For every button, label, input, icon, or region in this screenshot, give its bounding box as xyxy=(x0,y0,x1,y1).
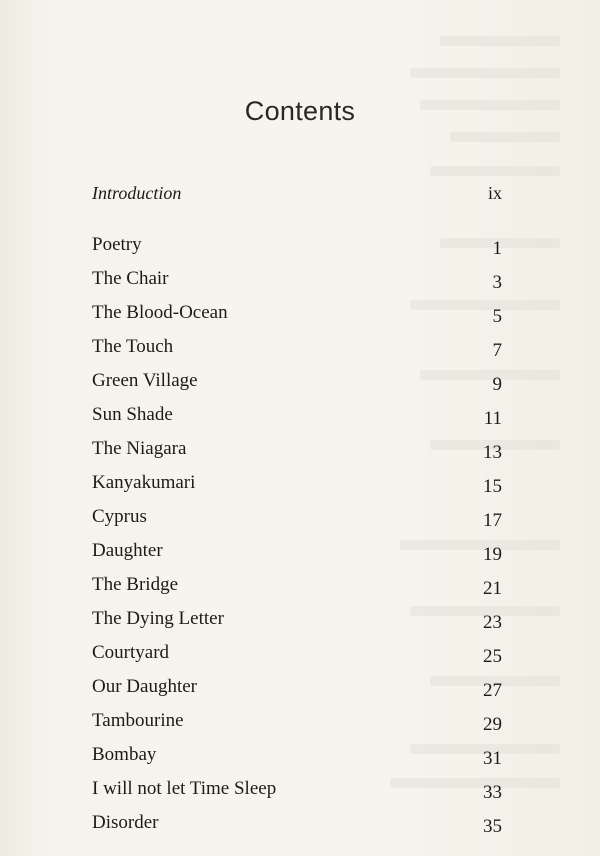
toc-entry xyxy=(92,506,502,536)
toc-entry-page: 15 xyxy=(483,476,502,497)
toc-entry-page: 5 xyxy=(492,306,502,327)
toc-entry-page: 7 xyxy=(492,340,502,361)
toc-entry-page: 9 xyxy=(492,374,502,395)
toc-entry-page: 29 xyxy=(483,714,502,735)
toc-entry-page: 33 xyxy=(483,782,502,803)
toc-entry xyxy=(92,438,502,468)
toc-entry xyxy=(92,608,502,638)
toc-entry xyxy=(92,234,502,264)
toc-entry-page: 11 xyxy=(483,408,502,429)
toc-entry xyxy=(92,472,502,502)
toc-entry xyxy=(92,642,502,672)
toc-entry-page: 23 xyxy=(483,612,502,633)
toc-entry xyxy=(92,812,502,842)
toc-entry-label: Disorder xyxy=(92,812,159,833)
toc-entry-label: The Touch xyxy=(92,336,174,357)
toc-entry-label: Daughter xyxy=(92,540,163,561)
toc-entry-page: 27 xyxy=(483,680,502,701)
toc-entry xyxy=(92,744,502,774)
toc-entry-label: I will not let Time Sleep xyxy=(92,778,277,799)
toc-entry-page: 35 xyxy=(483,816,502,837)
toc-entry-label: Introduction xyxy=(92,183,182,203)
toc-entry-label: Poetry xyxy=(92,234,142,255)
toc-entry xyxy=(92,778,502,808)
toc-entry-page: ix xyxy=(487,183,502,203)
toc-entry xyxy=(92,710,502,740)
toc-entry xyxy=(92,404,502,434)
toc-entry xyxy=(92,302,502,332)
toc-entry-page: 25 xyxy=(483,646,502,667)
toc-entry-page: 21 xyxy=(483,578,502,599)
toc-entry-label: The Dying Letter xyxy=(92,608,224,629)
toc-entry-label: The Blood-Ocean xyxy=(92,302,228,323)
toc-entry-page: 13 xyxy=(483,442,502,463)
toc-entry-label: Cyprus xyxy=(92,506,147,527)
toc-entry-label: Tambourine xyxy=(92,710,184,731)
toc-entry xyxy=(92,676,502,706)
toc-entry-introduction xyxy=(92,183,502,213)
toc-entry-label: The Niagara xyxy=(92,438,187,459)
toc-entry-page: 17 xyxy=(483,510,502,531)
toc-entry xyxy=(92,540,502,570)
toc-entry xyxy=(92,268,502,298)
toc-entry-label: Courtyard xyxy=(92,642,170,663)
toc-entry-label: Bombay xyxy=(92,744,157,765)
toc-entry-label: Kanyakumari xyxy=(92,472,196,493)
toc-entry xyxy=(92,574,502,604)
toc-entry-label: The Chair xyxy=(92,268,169,289)
toc-entry xyxy=(92,336,502,366)
toc-entry-label: The Bridge xyxy=(92,574,179,595)
toc-entry-page: 31 xyxy=(483,748,502,769)
toc-entry-page: 3 xyxy=(492,272,502,293)
page-title: Contents xyxy=(244,96,356,126)
toc-entry-label: Green Village xyxy=(92,370,198,391)
toc-entry-label: Our Daughter xyxy=(92,676,197,697)
toc-entry xyxy=(92,370,502,400)
table-of-contents xyxy=(92,0,502,856)
toc-entry-label: Sun Shade xyxy=(92,404,173,425)
toc-entry-page: 19 xyxy=(483,544,502,565)
toc-entry-page: 1 xyxy=(492,238,502,259)
